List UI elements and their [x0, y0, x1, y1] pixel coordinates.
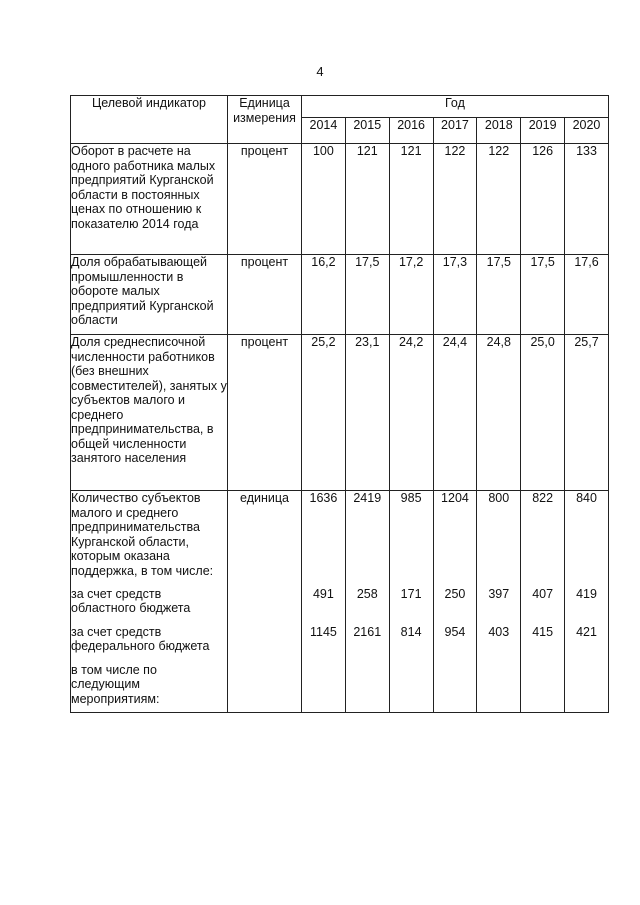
value-cell: 16,2 — [302, 255, 346, 335]
indicator-cell: Оборот в расчете на одного работника малых предприятий Курганской области в постоянных ценах по отношению к показателю 2014 года — [71, 144, 228, 255]
value-cell: 814 — [389, 625, 433, 663]
indicator-cell: Доля среднесписочной численности работников (без внешних совместителей), занятых у субъектов малого и среднего предпринимательства, в общей численности занятого населения — [71, 335, 228, 491]
value-cell: 17,6 — [565, 255, 609, 335]
value-cell: 133 — [565, 144, 609, 255]
value-cell: 17,5 — [477, 255, 521, 335]
header-year: 2015 — [345, 118, 389, 144]
value-cell: 840 — [565, 491, 609, 587]
value-cell: 2161 — [345, 625, 389, 663]
indicator-cell: за счет средств областного бюджета — [71, 587, 228, 625]
value-cell — [433, 663, 477, 713]
indicators-table — [70, 95, 609, 713]
value-cell — [302, 663, 346, 713]
indicator-cell: за счет средств федерального бюджета — [71, 625, 228, 663]
value-cell: 1636 — [302, 491, 346, 587]
value-cell: 25,2 — [302, 335, 346, 491]
value-cell: 24,4 — [433, 335, 477, 491]
unit-cell: процент — [228, 144, 302, 255]
value-cell: 421 — [565, 625, 609, 663]
header-unit: Единица измерения — [228, 96, 302, 144]
header-year: 2019 — [521, 118, 565, 144]
indicator-cell: Количество субъектов малого и среднего предпринимательства Курганской области, которым оказана поддержка, в том числе: — [71, 491, 228, 587]
value-cell: 24,8 — [477, 335, 521, 491]
value-cell: 17,5 — [521, 255, 565, 335]
value-cell: 258 — [345, 587, 389, 625]
value-cell: 122 — [477, 144, 521, 255]
value-cell: 171 — [389, 587, 433, 625]
unit-cell: единица — [228, 491, 302, 587]
value-cell: 25,7 — [565, 335, 609, 491]
unit-cell — [228, 625, 302, 663]
value-cell: 2419 — [345, 491, 389, 587]
value-cell: 17,3 — [433, 255, 477, 335]
value-cell: 250 — [433, 587, 477, 625]
value-cell: 23,1 — [345, 335, 389, 491]
unit-cell — [228, 663, 302, 713]
value-cell: 25,0 — [521, 335, 565, 491]
table-row — [71, 335, 609, 491]
value-cell: 800 — [477, 491, 521, 587]
value-cell: 419 — [565, 587, 609, 625]
value-cell — [477, 663, 521, 713]
value-cell: 397 — [477, 587, 521, 625]
value-cell: 954 — [433, 625, 477, 663]
value-cell: 121 — [345, 144, 389, 255]
value-cell: 24,2 — [389, 335, 433, 491]
value-cell — [345, 663, 389, 713]
value-cell — [565, 663, 609, 713]
header-year-group: Год — [302, 96, 609, 118]
value-cell: 121 — [389, 144, 433, 255]
table-row — [71, 144, 609, 255]
value-cell: 17,5 — [345, 255, 389, 335]
value-cell: 122 — [433, 144, 477, 255]
table-row — [71, 663, 609, 713]
value-cell: 100 — [302, 144, 346, 255]
value-cell: 1204 — [433, 491, 477, 587]
value-cell: 17,2 — [389, 255, 433, 335]
table-row — [71, 255, 609, 335]
table-row — [71, 491, 609, 587]
value-cell — [521, 663, 565, 713]
header-indicator: Целевой индикатор — [71, 96, 228, 144]
table-row — [71, 587, 609, 625]
indicator-cell: Доля обрабатывающей промышленности в обороте малых предприятий Курганской области — [71, 255, 228, 335]
indicator-cell: в том числе по следующим мероприятиям: — [71, 663, 228, 713]
value-cell: 407 — [521, 587, 565, 625]
header-year: 2018 — [477, 118, 521, 144]
header-year: 2020 — [565, 118, 609, 144]
header-year: 2016 — [389, 118, 433, 144]
unit-cell — [228, 587, 302, 625]
value-cell — [389, 663, 433, 713]
value-cell: 985 — [389, 491, 433, 587]
value-cell: 1145 — [302, 625, 346, 663]
value-cell: 491 — [302, 587, 346, 625]
header-year: 2014 — [302, 118, 346, 144]
value-cell: 126 — [521, 144, 565, 255]
unit-cell: процент — [228, 255, 302, 335]
page-number: 4 — [316, 64, 324, 79]
table-row — [71, 625, 609, 663]
header-year: 2017 — [433, 118, 477, 144]
unit-cell: процент — [228, 335, 302, 491]
value-cell: 403 — [477, 625, 521, 663]
value-cell: 822 — [521, 491, 565, 587]
value-cell: 415 — [521, 625, 565, 663]
